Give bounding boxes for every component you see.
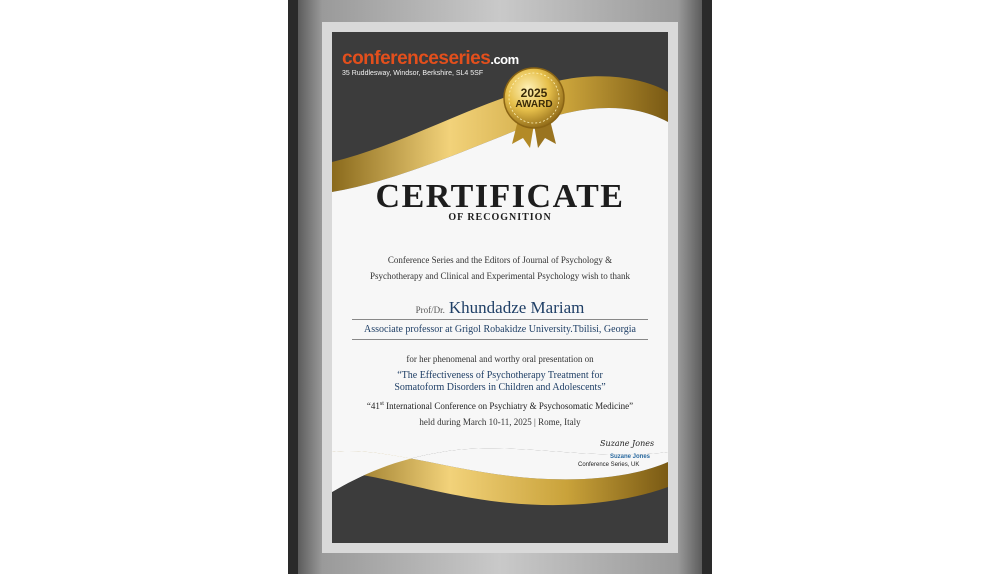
recipient-prefix: Prof/Dr.: [415, 305, 445, 315]
conference-number: “41: [366, 401, 380, 411]
organizer-address: 35 Ruddlesway, Windsor, Berkshire, SL4 5SF: [342, 70, 484, 77]
logo-tld: .com: [490, 52, 519, 67]
signatory-organization: Conference Series, UK: [578, 462, 640, 468]
certificate-title: CERTIFICATE: [375, 178, 625, 215]
signature-script: Suzane Jones: [600, 439, 655, 448]
presentation-intro: for her phenomenal and worthy oral presentation on: [406, 354, 594, 364]
intro-line-2: Psychotherapy and Clinical and Experimental Psychology wish to thank: [370, 271, 630, 281]
recipient-affiliation: Associate professor at Grigol Robakidze University.Tbilisi, Georgia: [352, 324, 648, 340]
signatory-name: Suzane Jones: [610, 454, 651, 460]
intro-line-1: Conference Series and the Editors of Journal of Psychology &: [387, 255, 613, 265]
award-badge: [504, 88, 564, 110]
award-label: AWARD: [515, 99, 553, 110]
conference-name: [342, 401, 658, 411]
conference-title: International Conference on Psychiatry & Psychosomatic Medicine”: [383, 401, 634, 411]
talk-title-line-1: “The Effectiveness of Psychotherapy Treatment for: [397, 370, 603, 381]
certificate-subtitle: OF RECOGNITION: [448, 212, 552, 223]
logo-brand: conferenceseries: [342, 48, 491, 69]
conference-ordinal: st: [379, 401, 384, 407]
award-year: 2025: [520, 86, 548, 100]
talk-title-line-2: Somatoform Disorders in Children and Adolescents”: [394, 382, 606, 393]
conferenceseries-logo: [342, 48, 519, 70]
event-dates-location: held during March 10-11, 2025 | Rome, Italy: [419, 417, 581, 427]
thanks-intro: [352, 252, 648, 284]
talk-title: [352, 370, 648, 394]
recipient-name: Khundadze Mariam: [448, 298, 585, 317]
recipient-line: [352, 298, 648, 320]
certificate-paper: [332, 32, 668, 543]
